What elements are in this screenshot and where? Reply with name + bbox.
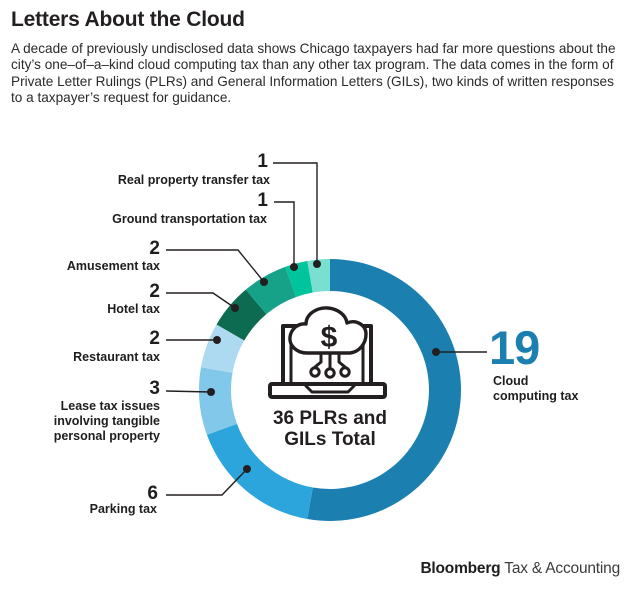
label-restaurant-tax: Restaurant tax	[73, 350, 160, 364]
value-amusement-tax: 2	[149, 238, 160, 259]
circuit-node-right	[341, 368, 349, 376]
intro-paragraph: A decade of previously undisclosed data shows Chicago taxpayers had far more questions about the city’s one–of–a–kind cloud computing tax than any other tax program. The data comes in the form of Private Letter Rulings (PLRs) and General Information Letters (GILs), two kinds of written responses to a taxpayer’s request for guidance.	[11, 41, 616, 105]
label-parking-tax: Parking tax	[89, 502, 157, 516]
dot-amusement-tax	[260, 278, 268, 286]
circuit-node-middle	[326, 369, 334, 377]
circuit-line-left	[315, 354, 321, 367]
value-parking-tax: 6	[147, 483, 158, 504]
value-ground-transportation-tax: 1	[257, 190, 268, 211]
dollar-sign: $	[320, 321, 338, 354]
value-real-property-transfer-tax: 1	[257, 151, 268, 172]
leader-ground-transportation-tax	[274, 202, 294, 267]
leader-lease-tax	[166, 391, 211, 392]
value-cloud-computing-tax: 19	[489, 321, 540, 374]
dot-ground-transportation-tax	[290, 263, 298, 271]
dot-real-property-transfer-tax	[313, 260, 321, 268]
dot-hotel-tax	[231, 304, 239, 312]
dot-restaurant-tax	[213, 336, 221, 344]
label-real-property-transfer-tax: Real property transfer tax	[117, 173, 270, 187]
label-amusement-tax: Amusement tax	[66, 259, 160, 273]
dot-lease-tax	[207, 388, 215, 396]
donut-center-total: 36 PLRs and GILs Total	[272, 408, 388, 450]
donut-segment-lease-tax-issues-involving-tangible-personal-property	[199, 367, 237, 435]
brand-logo-tax-accounting: Tax & Accounting	[500, 560, 620, 577]
page-title: Letters About the Cloud	[11, 8, 245, 31]
cloud-computing-laptop-icon	[270, 308, 385, 397]
value-lease-tax: 3	[149, 378, 160, 399]
label-cloud-computing-tax: Cloud computing tax	[493, 374, 579, 403]
brand-logo-bloomberg: Bloomberg	[420, 560, 501, 577]
circuit-line-right	[339, 354, 345, 367]
brand-logo	[420, 560, 620, 578]
leader-hotel-tax	[166, 293, 235, 308]
value-restaurant-tax: 2	[149, 328, 160, 349]
label-ground-transportation-tax: Ground transportation tax	[112, 212, 267, 226]
dot-cloud-computing-tax	[432, 348, 440, 356]
label-hotel-tax: Hotel tax	[107, 302, 160, 316]
value-hotel-tax: 2	[149, 281, 160, 302]
dot-parking-tax	[243, 465, 251, 473]
label-lease-tax: Lease tax issues involving tangible personal property	[53, 399, 160, 443]
leader-amusement-tax	[166, 250, 264, 282]
circuit-node-left	[311, 368, 319, 376]
leader-real-property-transfer-tax	[273, 163, 317, 264]
